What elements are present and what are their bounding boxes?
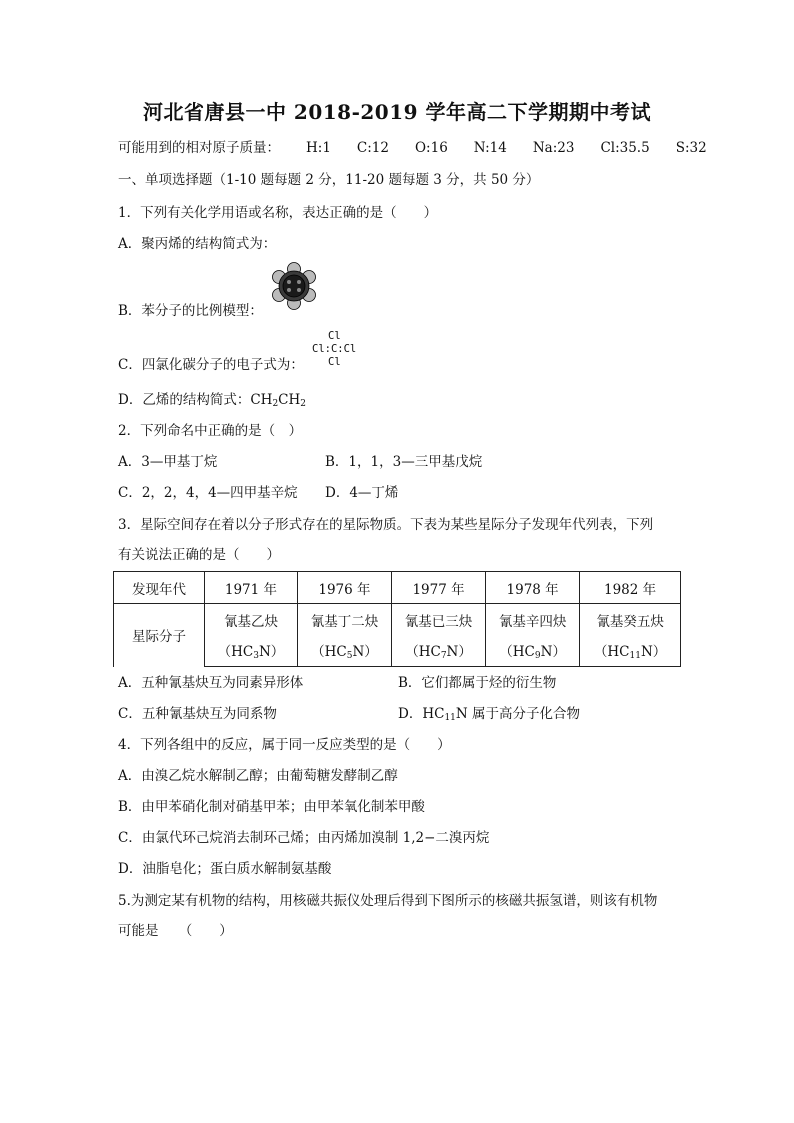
table-cell: 1978 年	[486, 572, 580, 604]
mass-item: Cl:35.5	[600, 140, 650, 156]
q3-option-a: A．五种氰基炔互为同素异形体	[118, 675, 304, 691]
atomic-mass-line	[118, 139, 707, 157]
table-cell: 1976 年	[297, 572, 391, 604]
table-cell: 氰基乙炔	[205, 604, 298, 636]
table-cell: $(HC_7N)$	[392, 635, 486, 667]
q4-option-a: A．由溴乙烷水解制乙醇；由葡萄糖发酵制乙醇	[118, 768, 398, 784]
q1-option-b: B．苯分子的比例模型：	[118, 303, 263, 319]
q3-stem-line2: 有关说法正确的是（ ）	[118, 547, 280, 563]
lewis-bottom: Cl	[328, 356, 341, 368]
table-cell: $(HC_3N)$	[205, 635, 298, 667]
q4-stem: 4．下列各组中的反应，属于同一反应类型的是（ ）	[118, 737, 451, 753]
ccl4-electron-formula	[312, 330, 360, 374]
q3-option-d: D．$HC_{11}N$ 属于高分子化合物	[398, 706, 580, 723]
mass-item: O:16	[414, 140, 448, 156]
table-cell: 1977 年	[392, 572, 486, 604]
table-cell: 氰基丁二炔	[297, 604, 391, 636]
page-title: 河北省唐县一中 2018-2019 学年高二下学期期中考试	[142, 100, 652, 124]
benzene-space-filling-model-icon	[270, 262, 318, 310]
q3-option-b: B．它们都属于烃的衍生物	[398, 675, 557, 691]
mass-item: Na:23	[532, 140, 575, 156]
q2-stem: 2．下列命名中正确的是（ ）	[118, 423, 303, 439]
table-row	[114, 572, 681, 604]
q2-option-c: C．2，2，4，4—四甲基辛烷	[118, 485, 298, 501]
mass-item: S:32	[675, 140, 707, 156]
q1-option-a: A．聚丙烯的结构简式为：	[118, 236, 277, 252]
table-cell: $(HC_9N)$	[486, 635, 580, 667]
table-cell: $(HC_5N)$	[297, 635, 391, 667]
table-header-cell: 发现年代	[114, 572, 205, 604]
section-heading: 一、单项选择题（1-10 题每题 2 分，11-20 题每题 3 分，共 50 分）	[118, 172, 540, 188]
mass-item: N:14	[473, 140, 507, 156]
q4-option-d: D．油脂皂化；蛋白质水解制氨基酸	[118, 861, 332, 877]
table-cell: 1971 年	[205, 572, 298, 604]
q5-stem-line1: 5.为测定某有机物的结构，用核磁共振仪处理后得到下图所示的核磁共振氢谱，则该有机物	[118, 893, 658, 909]
table-cell: 1982 年	[580, 572, 681, 604]
atomic-mass-label: 可能用到的相对原子质量：	[118, 140, 280, 156]
table-cell: $(HC_{11}N)$	[580, 635, 681, 667]
q3-option-c: C．五种氰基炔互为同系物	[118, 706, 277, 722]
q1-option-c: C．四氯化碳分子的电子式为：	[118, 357, 304, 373]
q4-option-c: C．由氯代环己烷消去制环己烯；由丙烯加溴制 1,2−二溴丙烷	[118, 830, 490, 846]
q2-option-a: A．3—甲基丁烷	[118, 454, 218, 470]
table-cell: 氰基辛四炔	[486, 604, 580, 636]
q1-option-d: D．乙烯的结构简式：$CH_2CH_2$	[118, 392, 307, 409]
q5-stem-line2: 可能是 （ ）	[118, 923, 233, 939]
q4-option-b: B．由甲苯硝化制对硝基甲苯；由甲苯氧化制苯甲酸	[118, 799, 425, 815]
table-cell: 氰基癸五炔	[580, 604, 681, 636]
mass-item: C:12	[356, 140, 389, 156]
table-row	[114, 604, 681, 636]
q3-stem-line1: 3．星际空间存在着以分子形式存在的星际物质。下表为某些星际分子发现年代列表，下列	[118, 517, 654, 533]
q2-option-b: B．1，1，3—三甲基戊烷	[325, 454, 483, 470]
lewis-top: Cl	[328, 330, 341, 342]
mass-item: H:1	[306, 140, 331, 156]
table-cell: 氰基已三炔	[392, 604, 486, 636]
lewis-middle: Cl:C:Cl	[312, 343, 357, 355]
table-header-cell: 星际分子	[114, 604, 205, 667]
q1-stem: 1．下列有关化学用语或名称，表达正确的是（ ）	[118, 205, 438, 221]
interstellar-molecules-table	[113, 571, 681, 667]
q2-option-d: D．4—丁烯	[325, 485, 399, 501]
